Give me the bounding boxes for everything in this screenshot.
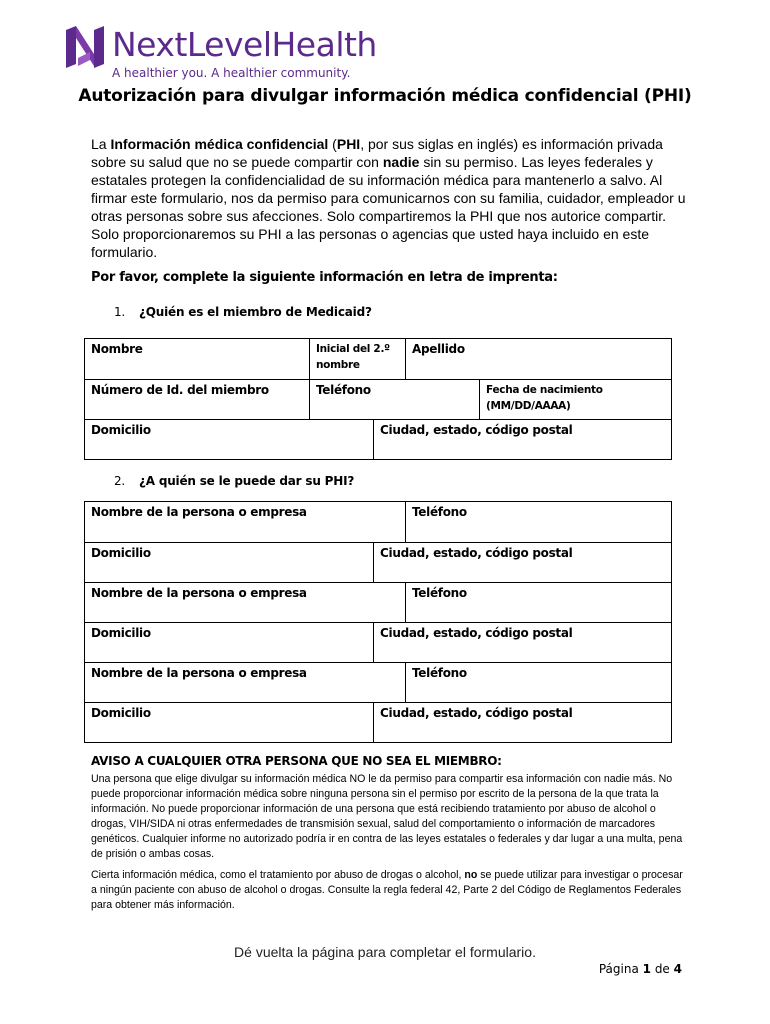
brand-logo — [64, 24, 377, 84]
recipient-2-name-field[interactable]: Nombre de la persona o empresa — [91, 586, 307, 600]
notice-paragraph-1: Una persona que elige divulgar su información médica NO le da permiso para compartir esa información con nadie más. No puede proporcionar información médica sobre ninguna persona sin el permiso por escrito de la persona de la que trata la información. No puede proporcionar información de una persona que está recibiendo tratamiento por abuso de alcohol o drogas, VIH/SIDA ni otras enfermedades de transmisión sexual, salud del comportamiento o información de marcadores genéticos. Cualquier informe no autorizado podría ir en contra de las leyes estatales o federales y dar lugar a una multa, pena de prisión o ambas cosas. — [91, 773, 683, 860]
member-info-table — [84, 338, 672, 460]
brand-tagline: A healthier you. A healthier community. — [112, 66, 351, 80]
recipient-2-name-row — [85, 582, 671, 622]
recipient-1-name-field[interactable]: Nombre de la persona o empresa — [91, 505, 307, 519]
recipient-2-address-field[interactable]: Domicilio — [91, 626, 151, 640]
member-row-address — [85, 419, 671, 459]
turn-page-note: Dé vuelta la página para completar el formulario. — [234, 944, 536, 960]
page-number: Página 1 de 4 — [598, 962, 682, 976]
intro-paragraph: La Información médica confidencial (PHI, por sus siglas en inglés) es información privada sobre su salud que no se puede compartir con nadie sin su permiso. Las leyes federales y estatales protegen la confidencialidad de su información médica para mantenerlo a salvo. Al firmar este formulario, nos da permiso para comunicarnos con su familia, cuidador, empleador u otras personas sobre sus afecciones. Solo compartiremos la PHI que nos autorice compartir. Solo proporcionaremos su PHI a las personas o agencias que usted haya incluido en este formulario. — [91, 136, 686, 260]
birth-date-field[interactable]: Fecha de nacimiento (MM/DD/AAAA) — [479, 380, 629, 419]
member-city-field[interactable]: Ciudad, estado, código postal — [373, 420, 671, 459]
section2-question: 2. ¿A quién se le puede dar su PHI? — [114, 474, 355, 488]
recipient-3-name-row — [85, 662, 671, 702]
recipient-1-phone-field[interactable]: Teléfono — [405, 502, 671, 542]
notice-title: AVISO A CUALQUIER OTRA PERSONA QUE NO SEA EL MIEMBRO: — [91, 754, 502, 768]
last-name-field[interactable]: Apellido — [405, 339, 671, 379]
middle-initial-field[interactable]: Inicial del 2.º nombre — [309, 339, 405, 379]
recipient-3-name-field[interactable]: Nombre de la persona o empresa — [91, 666, 307, 680]
member-id-field[interactable]: Número de Id. del miembro — [91, 383, 269, 397]
print-instruction: Por favor, complete la siguiente información en letra de imprenta: — [91, 270, 558, 285]
first-name-field[interactable]: Nombre — [91, 342, 143, 356]
member-address-field[interactable]: Domicilio — [91, 423, 151, 437]
recipient-3-phone-field[interactable]: Teléfono — [405, 663, 671, 702]
recipient-1-address-row — [85, 542, 671, 582]
notice-paragraph-2: Cierta información médica, como el tratamiento por abuso de drogas o alcohol, no se puede utilizar para investigar o procesar a ningún paciente con abuso de alcohol o drogas. Consulte la regla federal 42, Parte 2 del Código de Reglamentos Federales para obtener más información. — [91, 869, 683, 911]
recipient-3-address-row — [85, 702, 671, 742]
recipient-2-city-field[interactable]: Ciudad, estado, código postal — [373, 623, 671, 662]
recipient-1-address-field[interactable]: Domicilio — [91, 546, 151, 560]
recipient-1-name-row — [85, 502, 671, 542]
document-title: Autorización para divulgar información médica confidencial (PHI) — [78, 86, 692, 106]
recipient-2-phone-field[interactable]: Teléfono — [405, 583, 671, 622]
member-row-id — [85, 379, 671, 419]
recipient-1-city-field[interactable]: Ciudad, estado, código postal — [373, 543, 671, 582]
recipients-table — [84, 501, 672, 743]
recipient-2-address-row — [85, 622, 671, 662]
next-level-health-logo-icon — [64, 24, 108, 72]
member-phone-field[interactable]: Teléfono — [309, 380, 479, 419]
section1-question: 1. ¿Quién es el miembro de Medicaid? — [114, 305, 372, 319]
recipient-3-city-field[interactable]: Ciudad, estado, código postal — [373, 703, 671, 742]
recipient-3-address-field[interactable]: Domicilio — [91, 706, 151, 720]
member-row-name — [85, 339, 671, 379]
brand-name: NextLevelHealth — [112, 25, 377, 64]
